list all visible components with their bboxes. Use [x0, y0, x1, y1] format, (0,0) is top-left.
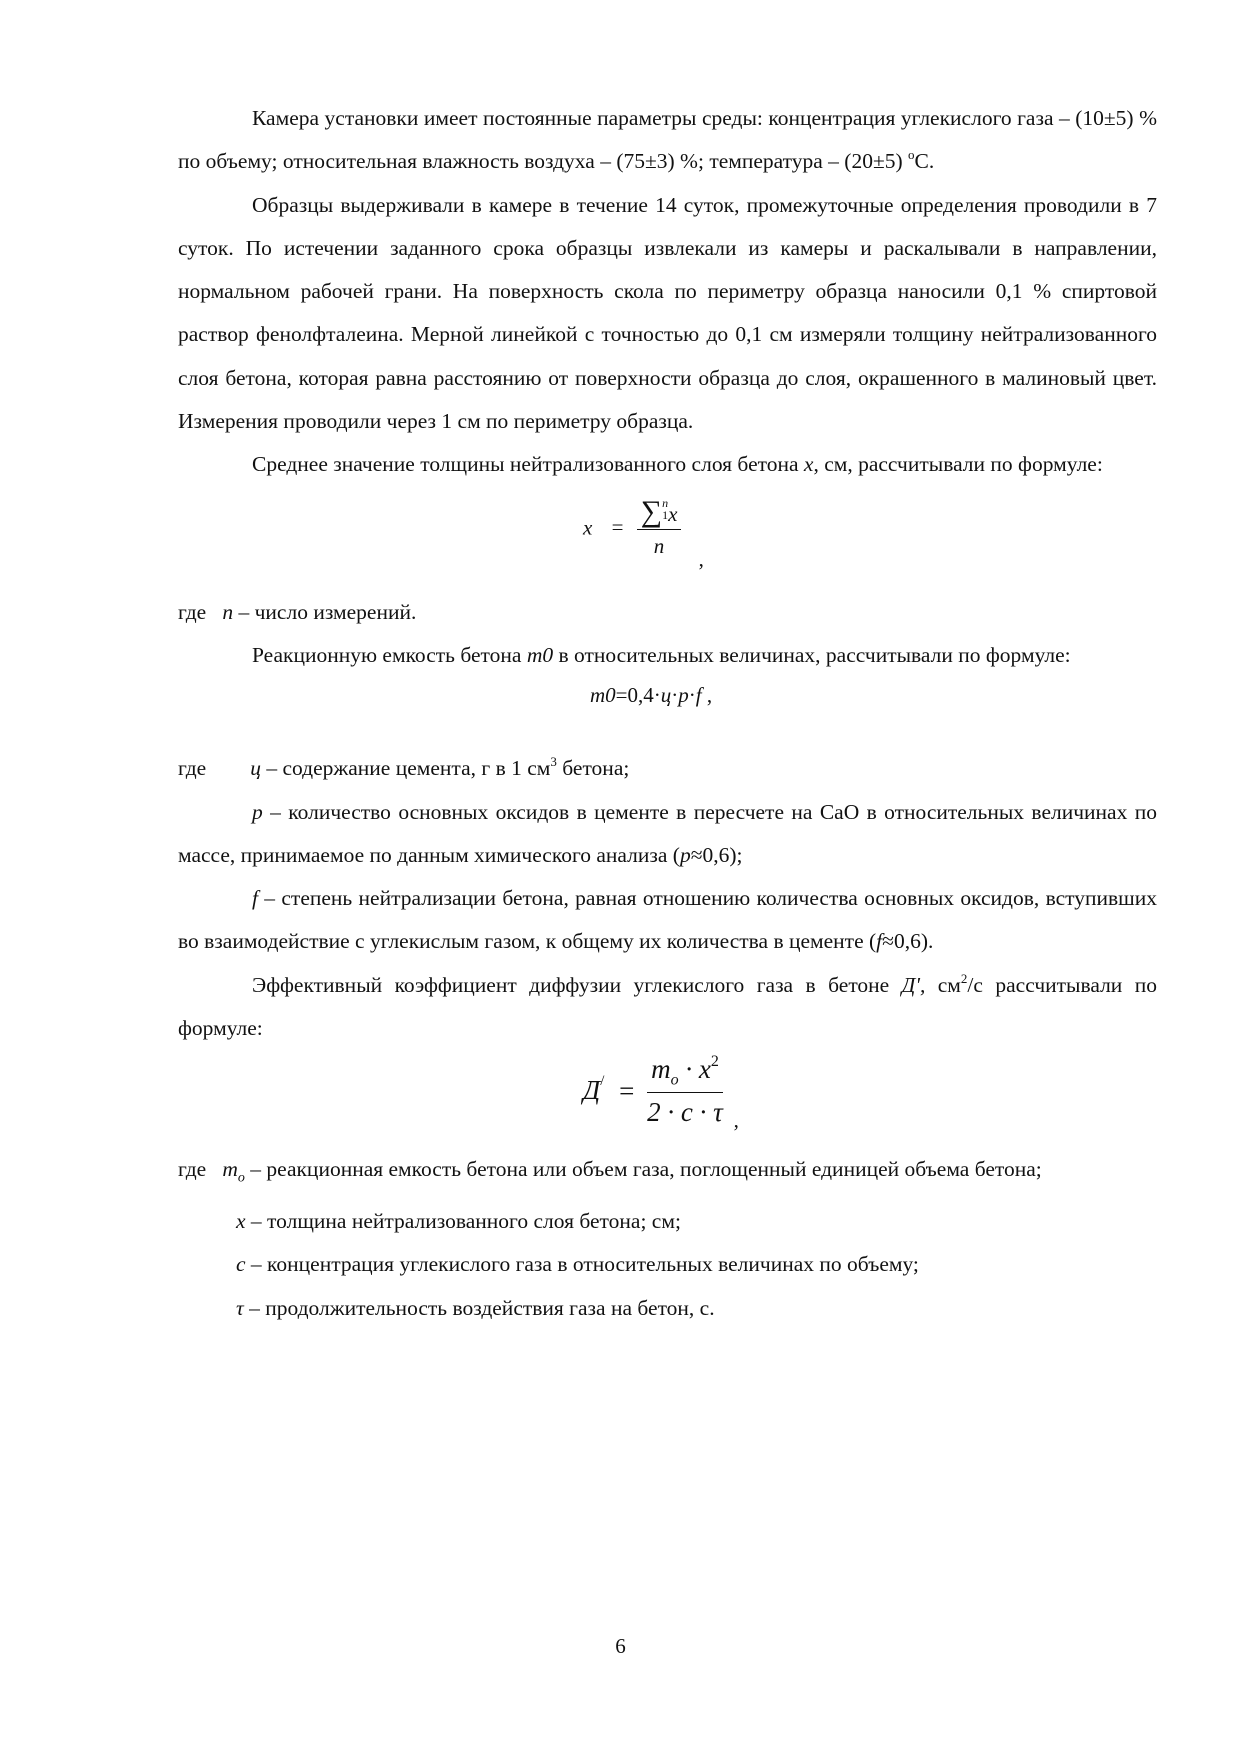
text: ≈0,6).: [882, 929, 934, 954]
var-x: x: [236, 1208, 246, 1233]
text: /с рассчитывали по формуле:: [178, 972, 1158, 1041]
var-p: p: [679, 842, 691, 867]
equals-sign: =: [619, 1075, 635, 1106]
where-tau: [178, 1287, 1157, 1330]
var-x: · x: [678, 1054, 711, 1085]
text: – концентрация углекислого газа в относительных величинах по объему;: [245, 1252, 919, 1277]
paragraph-reaction-capacity: [178, 634, 1157, 677]
sum-symbol: ∑: [640, 494, 663, 528]
formula-mean-thickness: [178, 487, 1157, 591]
denominator: 2 · c · τ: [647, 1096, 723, 1127]
formula-rhs: =0,4·: [615, 683, 661, 708]
var-c: ц: [660, 683, 672, 708]
degree-sup: o: [908, 147, 915, 163]
text: – число измерений.: [233, 599, 417, 624]
var-m: m: [651, 1054, 671, 1085]
text: Среднее значение толщины нейтрализованного слоя бетона: [252, 452, 804, 477]
dot: ·: [671, 683, 679, 708]
sup: 2: [710, 1053, 719, 1071]
where-n: [178, 591, 1157, 634]
var-x: x: [803, 452, 814, 477]
paragraph-procedure: Образцы выдерживали в камере в течение 14 суток, промежуточные определения проводили в 7 суток. По истечении заданного срока образцы извлекали из камеры и раскалывали в направлении, нормальном рабочей грани. На поверхность скола по периметру образца наносили 0,1 % спиртовой раствор фенолфталеина. Мерной линейкой с точностью до 0,1 см измеряли толщину нейтрализованного слоя бетона, которая равна расстоянию от поверхности образца до слоя, окрашенного в малиновый цвет. Измерения проводили через 1 см по периметру образца.: [178, 192, 1157, 434]
var-p: p: [252, 799, 263, 824]
formula-lhs: m0: [590, 683, 616, 708]
paragraph-mean-thickness: [178, 443, 1157, 486]
var-d-prime: Д',: [901, 972, 926, 997]
var-f: f: [695, 683, 702, 708]
text: , см, рассчитывали по формуле:: [813, 452, 1103, 477]
var-tau: τ: [236, 1295, 244, 1320]
page-number: 6: [615, 1634, 626, 1658]
where-label: где: [178, 599, 207, 624]
paragraph-chamber-params: [178, 97, 1157, 184]
prime: /: [600, 1073, 605, 1090]
text: – реакционная емкость бетона или объем газа, поглощенный единицей объема бетона;: [244, 1157, 1042, 1182]
text: С.: [914, 149, 935, 174]
equals-sign: =: [611, 515, 624, 540]
var-f: f: [252, 886, 258, 911]
text: – содержание цемента, г в 1 см: [260, 756, 551, 781]
var-n: n: [222, 599, 234, 624]
var-m0: m0: [526, 642, 554, 667]
comma: ,: [698, 547, 704, 572]
summand: x: [668, 501, 678, 526]
formula-reaction-capacity: [178, 677, 1157, 747]
sub: o: [670, 1071, 679, 1089]
text: бетона;: [556, 756, 630, 781]
fraction: [637, 494, 682, 559]
where-x: [178, 1200, 1157, 1243]
fraction: [647, 1054, 723, 1127]
numerator: [637, 494, 682, 530]
var-m: m: [222, 1157, 238, 1182]
where-cement: [178, 747, 1157, 790]
numerator: [647, 1054, 723, 1092]
text: Камера установки имеет постоянные параметры среды: концентрация углекислого газа – (10±5) % по объему; относительная влажность воздуха – (75±3) %; температура – (20±5): [178, 106, 1157, 174]
where-m0: [178, 1148, 1157, 1200]
upper-limit: n: [662, 495, 669, 510]
document-page: [178, 97, 1157, 1330]
denominator: n: [653, 533, 665, 558]
dot: ·: [688, 683, 696, 708]
formula-lhs: x: [583, 515, 593, 540]
var-c: ц: [250, 756, 261, 781]
text: Эффективный коэффициент диффузии углекислого газа в бетоне: [252, 972, 902, 997]
var-f: f: [876, 929, 883, 954]
sup: 2: [960, 970, 968, 986]
where-oxides: [178, 791, 1157, 878]
text: в относительных величинах, рассчитывали по формуле:: [553, 642, 1071, 667]
where-c: [178, 1243, 1157, 1286]
var-c: c: [236, 1252, 246, 1277]
text: Реакционную емкость бетона: [252, 642, 527, 667]
lower-limit: 1: [662, 507, 669, 522]
var-p: p: [678, 683, 689, 708]
where-neutralization: [178, 877, 1157, 964]
sub: o: [237, 1170, 245, 1186]
comma: ,: [733, 1108, 739, 1133]
formula-lhs: Д: [583, 1075, 601, 1106]
formula-diffusion: [178, 1050, 1157, 1148]
text: – количество основных оксидов в цементе в пересчете на СаО в относительных величинах по массе, принимаемое по данным химического анализа (: [178, 799, 1157, 867]
text: – толщина нейтрализованного слоя бетона; см;: [245, 1208, 681, 1233]
text: ≈0,6);: [690, 842, 743, 867]
where-label: где: [178, 756, 207, 781]
text: – степень нейтрализации бетона, равная отношению количества основных оксидов, вступивших во взаимодействие с углекислым газом, к общему их количества в цементе (: [178, 886, 1157, 954]
paragraph-diffusion: [178, 964, 1157, 1051]
comma: ,: [701, 683, 713, 708]
sup: 3: [550, 754, 557, 770]
where-label: где: [178, 1157, 207, 1182]
text: см: [925, 972, 961, 997]
text: – продолжительность воздействия газа на бетон, с.: [243, 1295, 715, 1320]
